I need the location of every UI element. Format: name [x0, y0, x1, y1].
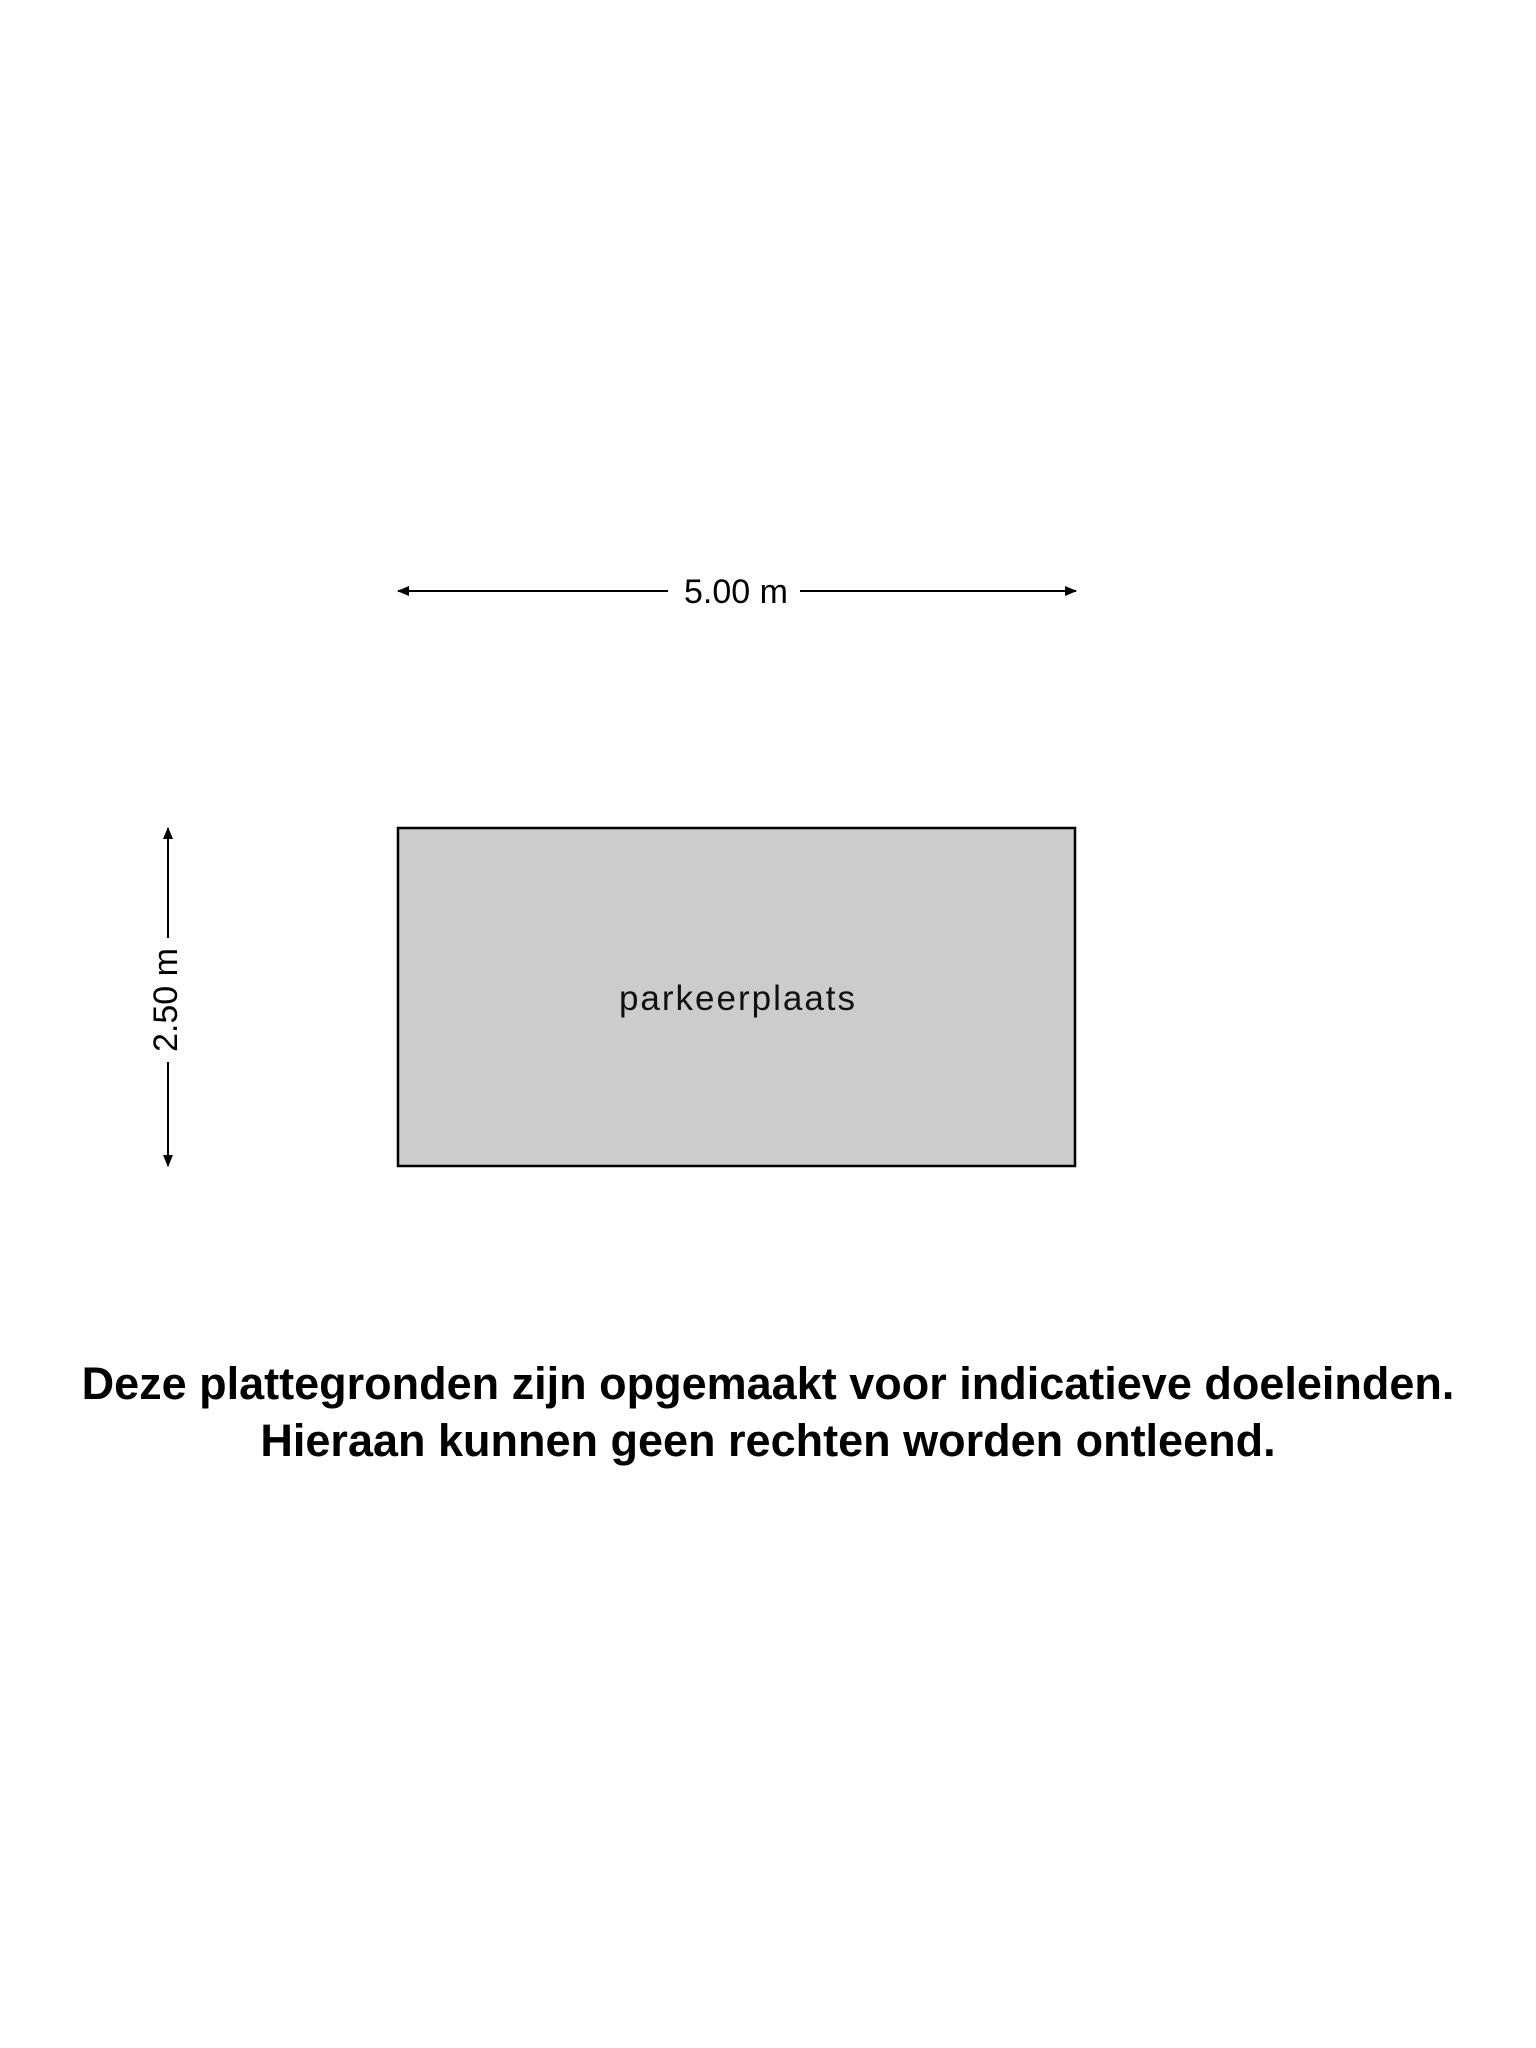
disclaimer-line-1: Deze plattegronden zijn opgemaakt voor indicatieve doeleinden. — [81, 1358, 1455, 1409]
width-dimension — [398, 573, 1076, 611]
room-parkeerplaats — [398, 828, 1075, 1166]
width-dimension-label: 5.00 m — [684, 573, 788, 611]
disclaimer-line-2: Hieraan kunnen geen rechten worden ontleend. — [260, 1415, 1276, 1466]
height-dimension — [147, 828, 185, 1166]
height-dimension-label: 2.50 m — [146, 948, 185, 1052]
room-label: parkeerplaats — [618, 979, 858, 1018]
